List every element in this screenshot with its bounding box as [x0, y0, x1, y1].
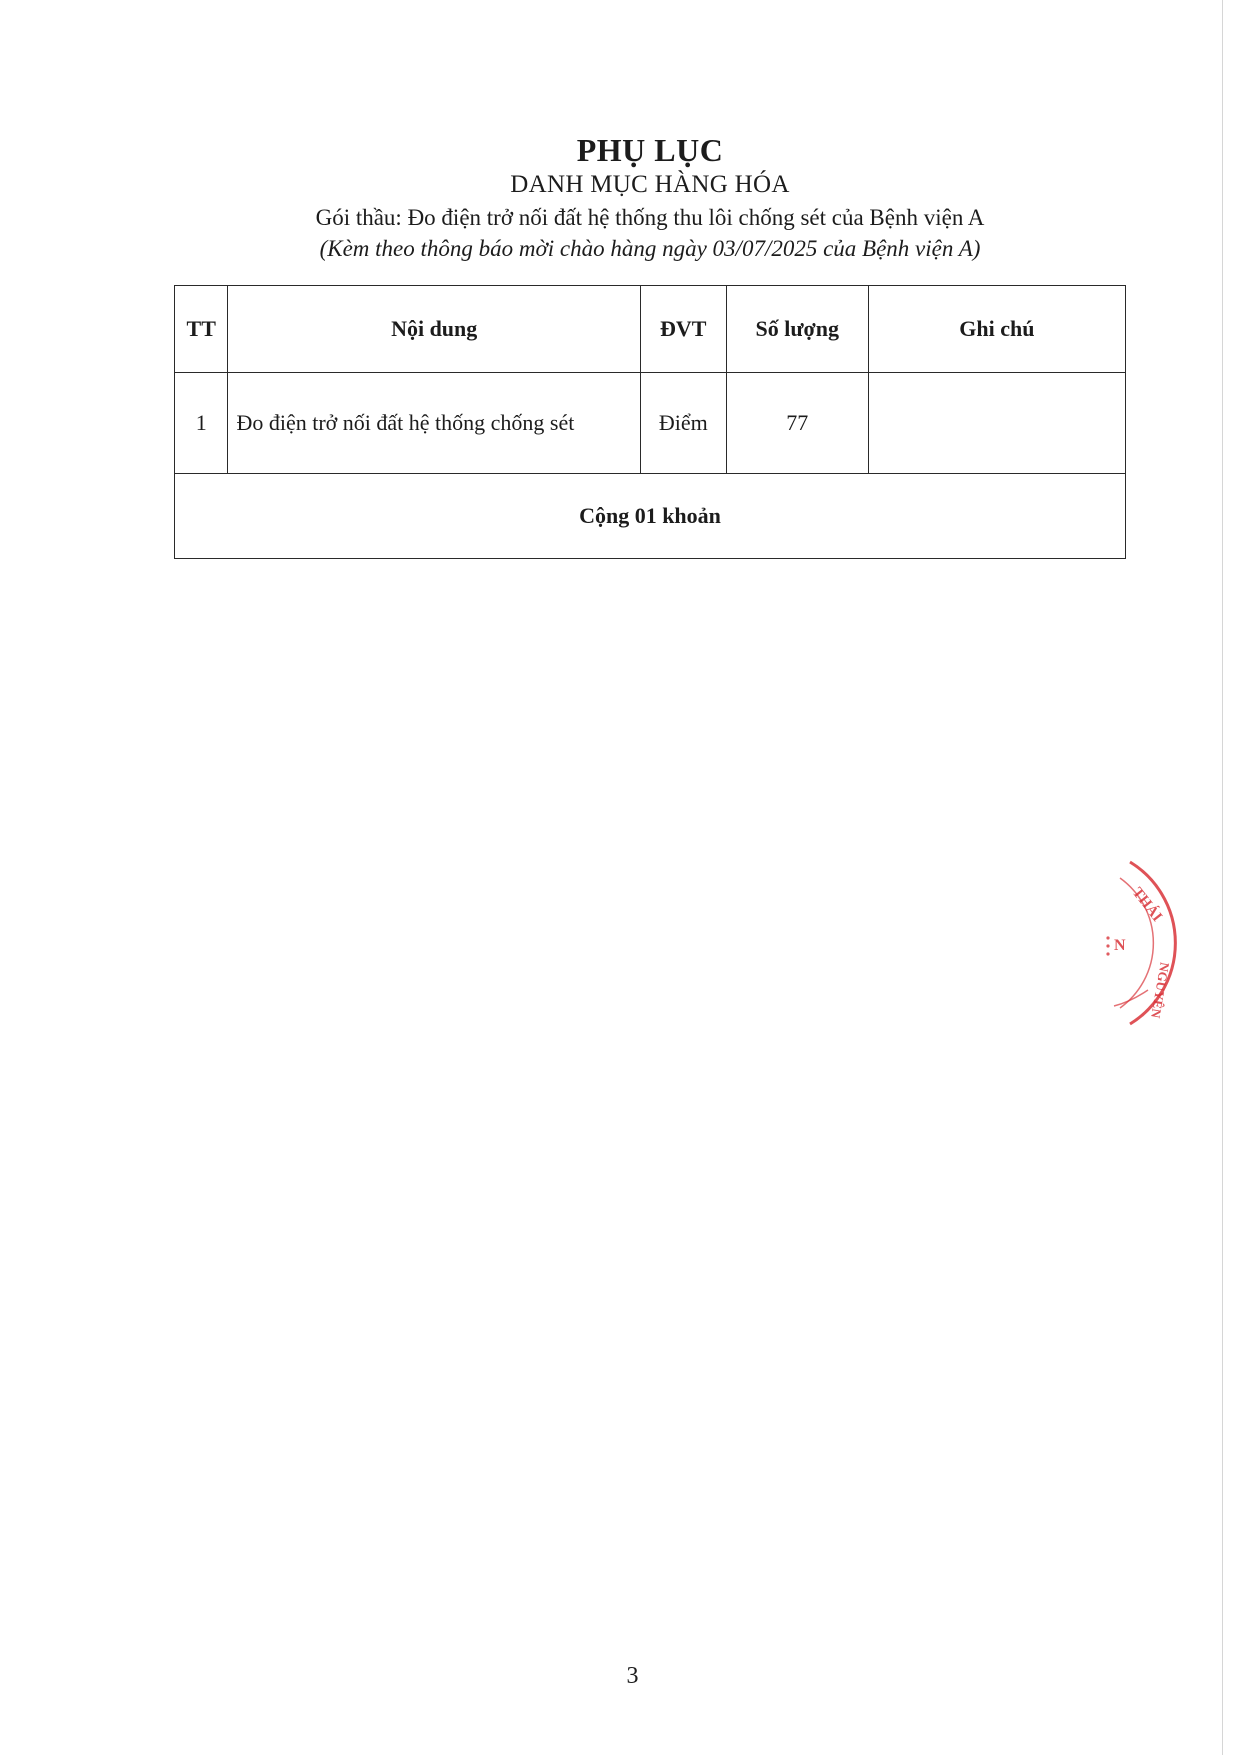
page-number: 3 — [626, 1663, 639, 1689]
table-total-row — [175, 474, 1126, 559]
column-header-unit: ĐVT — [640, 286, 726, 373]
total-label: Cộng 01 khoản — [175, 474, 1126, 559]
column-header-content: Nội dung — [228, 286, 640, 373]
column-header-tt: TT — [175, 286, 228, 373]
cell-quantity: 77 — [726, 373, 868, 474]
document-subtitle: DANH MỤC HÀNG HÓA — [510, 171, 790, 198]
svg-text:THÁI: THÁI — [1128, 884, 1165, 925]
cell-tt: 1 — [175, 373, 228, 474]
cell-content: Đo điện trở nối đất hệ thống chống sét — [228, 373, 640, 474]
goods-table — [174, 285, 1126, 559]
svg-text:NGUYÊN: NGUYÊN — [1147, 961, 1173, 1020]
red-seal-stamp — [1100, 848, 1200, 1038]
table-header-row — [175, 286, 1126, 373]
cell-unit: Điểm — [640, 373, 726, 474]
column-header-quantity: Số lượng — [726, 286, 868, 373]
column-header-note: Ghi chú — [868, 286, 1125, 373]
table-row — [175, 373, 1126, 474]
attachment-note: (Kèm theo thông báo mời chào hàng ngày 03/07/2025 của Bệnh viện A) — [319, 236, 981, 261]
package-name: Gói thầu: Đo điện trở nối đất hệ thống thu lôi chống sét của Bệnh viện A — [315, 205, 985, 230]
svg-text:N: N — [1114, 937, 1126, 954]
seal-icon — [1100, 848, 1200, 1038]
page-edge-line — [1222, 0, 1223, 1755]
cell-note — [868, 373, 1125, 474]
document-title: PHỤ LỤC — [576, 132, 724, 168]
